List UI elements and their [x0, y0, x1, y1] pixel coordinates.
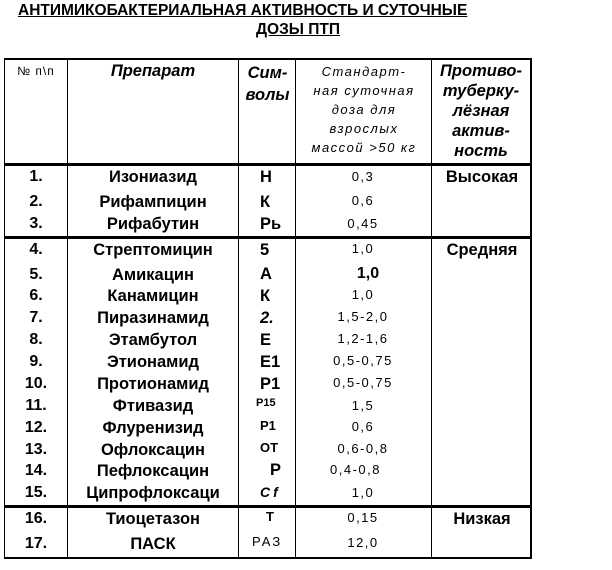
row-num: 12. — [24, 419, 48, 436]
header-activity-line-2: туберку- — [442, 82, 520, 100]
row-num: 11. — [25, 397, 47, 414]
row-num: 16. — [24, 510, 48, 527]
row-drug: Флуренизид — [102, 419, 204, 437]
row-symbol: К — [260, 287, 271, 305]
row-num: 17. — [24, 535, 48, 552]
header-symbol-line-1: Сим- — [247, 64, 288, 82]
row-symbol: Р15 — [256, 397, 276, 409]
header-dose-line-3: доза для — [331, 102, 397, 117]
header-dose-line-1: Стандарт- — [321, 64, 407, 79]
row-symbol: К — [260, 193, 271, 211]
row-dose: 0,4-0,8 — [330, 462, 381, 477]
row-drug: Этионамид — [106, 353, 199, 371]
row-dose: 1,0 — [351, 485, 375, 500]
row-dose: 0,5-0,75 — [333, 375, 393, 390]
row-num: 8. — [29, 331, 43, 348]
row-num: 15. — [24, 484, 48, 501]
row-symbol: Е — [260, 331, 272, 349]
header-dose-line-4: взрослых — [329, 121, 399, 136]
row-dose: 0,6 — [351, 193, 375, 208]
row-drug: Тиоцетазон — [105, 510, 201, 528]
header-activity-line-3: лёзная — [452, 102, 510, 120]
header-activity-line-5: ность — [454, 142, 508, 160]
row-num: 1. — [29, 168, 43, 185]
header-dose-line-5: массой >50 кг — [311, 140, 417, 155]
row-drug: Пиразинамид — [97, 309, 209, 327]
row-symbol: Е1 — [260, 353, 281, 371]
row-num: 6. — [29, 287, 43, 304]
row-drug: ПАСК — [130, 535, 176, 553]
row-dose: 1,0 — [351, 287, 375, 302]
row-symbol: РАЗ — [252, 534, 283, 549]
activity-high: Высокая — [445, 168, 519, 186]
row-symbol: 2. — [260, 309, 274, 327]
row-drug: Изониазид — [108, 168, 198, 186]
row-symbol: Рь — [260, 215, 282, 233]
row-symbol: Р1 — [260, 375, 281, 393]
row-dose: 1,2-1,6 — [337, 331, 389, 346]
header-num: № п\п — [17, 64, 55, 78]
row-num: 10. — [24, 375, 48, 392]
header-activity-line-4: актив- — [452, 122, 510, 140]
activity-low: Низкая — [453, 510, 511, 528]
row-dose: 1,5 — [351, 398, 375, 413]
row-dose: 0,5-0,75 — [333, 353, 393, 368]
row-symbol: Н — [260, 168, 272, 186]
row-num: 2. — [29, 193, 43, 210]
row-symbol: А — [260, 265, 272, 283]
row-symbol: Сf — [260, 484, 281, 500]
row-drug: Ципрофлоксаци — [86, 484, 220, 502]
row-drug: Протионамид — [97, 375, 209, 393]
row-num: 14. — [24, 462, 48, 479]
header-activity — [432, 61, 530, 161]
title-line-1: АНТИМИКОБАКТЕРИАЛЬНАЯ АКТИВНОСТЬ И СУТОЧНЫЕ — [18, 2, 468, 19]
row-num: 5. — [29, 266, 43, 283]
header-activity-line-1: Противо- — [440, 62, 522, 80]
row-dose: 0,3 — [351, 169, 375, 184]
row-symbol: Т — [266, 509, 274, 524]
row-dose: 0,15 — [347, 510, 379, 525]
row-num: 4. — [29, 241, 43, 258]
row-dose: 0,45 — [347, 216, 379, 231]
activity-medium: Средняя — [446, 241, 518, 259]
row-drug: Офлоксацин — [100, 441, 206, 459]
row-drug: Пефлоксацин — [96, 462, 210, 480]
header-dose-line-2: ная суточная — [313, 83, 415, 98]
row-num: 13. — [24, 441, 48, 458]
title-line-2: ДОЗЫ ПТП — [255, 21, 341, 38]
header-dose — [297, 62, 431, 157]
header-symbol-line-2: волы — [245, 86, 290, 104]
header-symbol — [240, 62, 295, 106]
row-symbol: 5 — [260, 241, 270, 259]
row-num: 9. — [29, 353, 43, 370]
row-drug: Этамбутол — [108, 331, 198, 349]
row-drug: Рифампицин — [99, 193, 207, 211]
row-dose: 0,6-0,8 — [337, 441, 389, 456]
row-symbol: Р — [270, 461, 282, 479]
row-symbol: Р1 — [260, 418, 276, 433]
row-drug: Амикацин — [112, 266, 194, 284]
row-num: 3. — [29, 215, 43, 232]
row-drug: Стрептомицин — [93, 241, 213, 259]
row-drug: Рифабутин — [106, 215, 200, 233]
row-dose: 12,0 — [347, 535, 379, 550]
row-dose: 1,5-2,0 — [337, 309, 389, 324]
row-num: 7. — [29, 309, 43, 326]
header-drug: Препарат — [110, 62, 196, 80]
row-dose: 1,0 — [351, 241, 375, 256]
row-dose: 1,0 — [356, 265, 380, 282]
row-drug: Фтивазид — [112, 397, 194, 415]
row-drug: Канамицин — [107, 287, 199, 305]
row-dose: 0,6 — [351, 419, 375, 434]
row-symbol: ОТ — [260, 440, 279, 455]
